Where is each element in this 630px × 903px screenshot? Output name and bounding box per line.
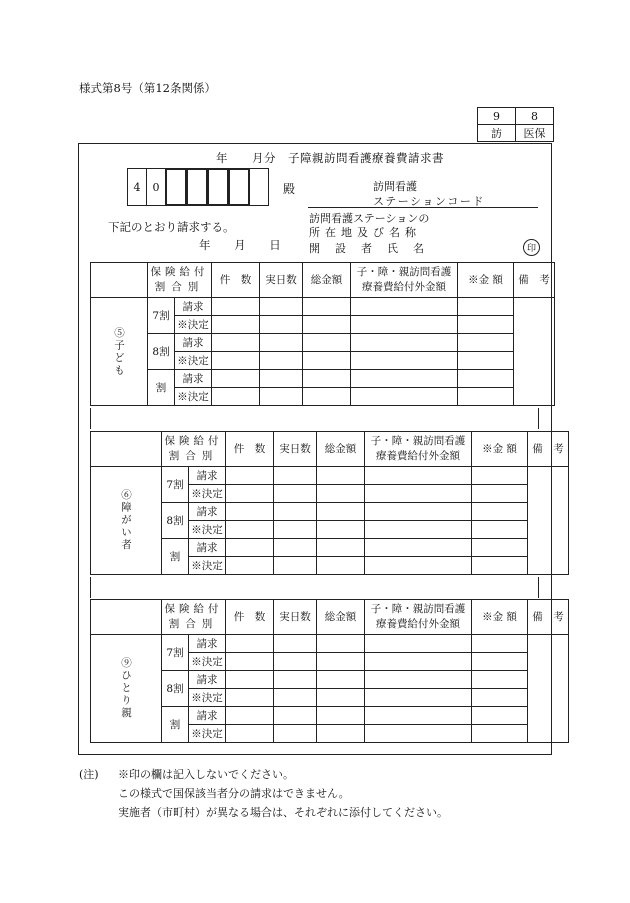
excluded-amount-cell[interactable] [365,521,472,539]
row-label-claim: 請求 [189,635,226,653]
row-label-decision: ※決定 [175,316,212,334]
header-sub-line2: 療養費給付外金額 [376,450,460,462]
header-amount: ※金 額 [472,432,528,467]
addressee-honorific: 殿 [283,182,296,196]
amount-cell[interactable] [472,635,528,653]
section-label: ⑥障がい者 [91,467,162,575]
count-cell[interactable] [212,316,260,334]
total-cell[interactable] [303,370,351,388]
row-label-claim: 請求 [189,503,226,521]
table-separator-1 [90,408,539,429]
total-cell[interactable] [317,725,365,743]
count-cell[interactable] [212,388,260,406]
notes-prefix: (注) [79,768,99,781]
header-remarks: 備 考 [528,600,569,635]
total-cell[interactable] [317,707,365,725]
header-amount: ※金 額 [472,600,528,635]
header-count: 件 数 [226,600,274,635]
header-sub-line1: 子・障・親訪問看護 [370,435,466,447]
total-cell[interactable] [317,467,365,485]
request-statement: 下記のとおり請求する。 [108,220,235,234]
amount-cell[interactable] [472,557,528,575]
header-sub-line2: 療養費給付外金額 [362,281,446,293]
row-label-claim: 請求 [175,334,212,352]
days-cell[interactable] [260,334,303,352]
count-cell[interactable] [226,653,274,671]
days-cell[interactable] [274,503,317,521]
table-row [91,334,555,352]
amount-cell[interactable] [472,503,528,521]
form-number-label: 様式第8号（第12条関係） [79,81,216,95]
amount-cell[interactable] [472,671,528,689]
header-blank [91,600,162,635]
count-cell[interactable] [226,485,274,503]
request-date: 年 月 日 [199,238,281,252]
header-days: 実日数 [274,432,317,467]
digit-box-4[interactable] [186,168,208,206]
rate-label: 7割 [162,467,189,503]
note-line-1: ※印の欄は記入しないでください。 [118,768,294,781]
header-excluded-amount [365,600,472,635]
code-box [477,107,554,142]
count-cell[interactable] [226,635,274,653]
days-cell[interactable] [260,370,303,388]
total-cell[interactable] [317,539,365,557]
days-cell[interactable] [274,689,317,707]
total-cell[interactable] [303,298,351,316]
excluded-amount-cell[interactable] [351,388,458,406]
code-bottom-1: 訪 [478,125,516,142]
header-kind [162,600,226,635]
table-row [91,298,555,316]
header-excluded-amount [365,432,472,467]
total-cell[interactable] [303,316,351,334]
claim-table-2 [90,431,569,575]
amount-cell[interactable] [458,334,514,352]
count-cell[interactable] [226,671,274,689]
table-row [91,467,569,485]
header-blank [91,263,148,298]
header-remarks: 備 考 [514,263,555,298]
notes [79,765,448,822]
form-title: 年 月分 子障親訪問看護療養費請求書 [216,151,444,165]
total-cell[interactable] [317,689,365,707]
section-label: ⑤子ども [91,298,148,406]
header-kind [162,432,226,467]
station-code-label-1: 訪問看護 [373,180,417,193]
rate-label: 7割 [148,298,175,334]
row-label-claim: 請求 [189,671,226,689]
insurer-number-boxes [128,168,269,206]
remarks-cell[interactable] [514,298,555,406]
row-label-decision: ※決定 [189,725,226,743]
header-excluded-amount [351,263,458,298]
table-row [91,671,569,689]
total-cell[interactable] [303,388,351,406]
count-cell[interactable] [212,334,260,352]
days-cell[interactable] [260,316,303,334]
days-cell[interactable] [274,653,317,671]
excluded-amount-cell[interactable] [365,653,472,671]
excluded-amount-cell[interactable] [365,539,472,557]
header-count: 件 数 [212,263,260,298]
header-kind-line1: 保険給付 [164,435,223,447]
amount-cell[interactable] [458,298,514,316]
header-remarks: 備 考 [528,432,569,467]
excluded-amount-cell[interactable] [351,352,458,370]
header-kind-line2: 割合別 [168,618,219,630]
days-cell[interactable] [260,388,303,406]
code-bottom-2: 医保 [516,125,554,142]
table-row [91,707,569,725]
excluded-amount-cell[interactable] [365,689,472,707]
header-kind-line2: 割合別 [168,450,219,462]
table-row [91,539,569,557]
rate-label: 割 [162,539,189,575]
seal-mark: 印 [523,239,540,256]
digit-box-6[interactable] [228,168,250,206]
section-label: ⑨ひとり親 [91,635,162,743]
excluded-amount-cell[interactable] [351,370,458,388]
count-cell[interactable] [226,707,274,725]
count-cell[interactable] [226,467,274,485]
header-kind-line1: 保険給付 [164,603,223,615]
digit-box-2[interactable]: 0 [146,168,166,206]
count-cell[interactable] [226,521,274,539]
header-kind-line1: 保険給付 [150,266,209,278]
digit-box-3[interactable] [165,168,187,206]
amount-cell[interactable] [472,467,528,485]
header-blank [91,432,162,467]
amount-cell[interactable] [472,485,528,503]
excluded-amount-cell[interactable] [365,635,472,653]
excluded-amount-cell[interactable] [351,334,458,352]
excluded-amount-cell[interactable] [365,725,472,743]
days-cell[interactable] [274,725,317,743]
table-separator-2 [90,577,539,598]
amount-cell[interactable] [472,653,528,671]
excluded-amount-cell[interactable] [365,467,472,485]
header-sub-line2: 療養費給付外金額 [376,618,460,630]
amount-cell[interactable] [472,707,528,725]
code-top-2: 8 [516,108,554,125]
total-cell[interactable] [317,557,365,575]
row-label-decision: ※決定 [189,689,226,707]
row-label-claim: 請求 [189,467,226,485]
header-kind [148,263,212,298]
rate-label: 8割 [162,503,189,539]
excluded-amount-cell[interactable] [365,485,472,503]
total-cell[interactable] [317,503,365,521]
digit-box-1[interactable]: 4 [127,168,147,206]
row-label-decision: ※決定 [189,521,226,539]
count-cell[interactable] [226,557,274,575]
days-cell[interactable] [260,298,303,316]
table-row [91,635,569,653]
days-cell[interactable] [274,557,317,575]
excluded-amount-cell[interactable] [365,503,472,521]
excluded-amount-cell[interactable] [365,707,472,725]
header-amount: ※金 額 [458,263,514,298]
station-address-label: 訪問看護ステーションの [309,212,430,225]
days-cell[interactable] [274,485,317,503]
amount-cell[interactable] [472,689,528,707]
header-sub-line1: 子・障・親訪問看護 [356,266,452,278]
amount-cell[interactable] [458,370,514,388]
total-cell[interactable] [317,635,365,653]
claim-table-3 [90,599,569,743]
count-cell[interactable] [226,689,274,707]
row-label-decision: ※決定 [189,653,226,671]
header-total: 総金額 [317,432,365,467]
rate-label: 7割 [162,635,189,671]
days-cell[interactable] [274,521,317,539]
days-cell[interactable] [274,467,317,485]
excluded-amount-cell[interactable] [365,557,472,575]
days-cell[interactable] [274,539,317,557]
count-cell[interactable] [212,370,260,388]
row-label-claim: 請求 [175,370,212,388]
digit-box-7[interactable] [249,168,269,206]
row-label-decision: ※決定 [175,388,212,406]
digit-box-5[interactable] [207,168,229,206]
days-cell[interactable] [274,635,317,653]
row-label-decision: ※決定 [175,352,212,370]
amount-cell[interactable] [472,725,528,743]
table-row [91,370,555,388]
header-total: 総金額 [317,600,365,635]
count-cell[interactable] [226,725,274,743]
total-cell[interactable] [317,671,365,689]
amount-cell[interactable] [458,316,514,334]
rate-label: 8割 [162,671,189,707]
amount-cell[interactable] [472,521,528,539]
code-top-1: 9 [478,108,516,125]
station-code-label-2: ステーションコード [373,195,485,208]
total-cell[interactable] [303,334,351,352]
claim-table-1 [90,262,555,406]
rate-label: 割 [148,370,175,406]
row-label-decision: ※決定 [189,485,226,503]
excluded-amount-cell[interactable] [351,298,458,316]
amount-cell[interactable] [458,352,514,370]
remarks-cell[interactable] [528,635,569,743]
row-label-decision: ※決定 [189,557,226,575]
row-label-claim: 請求 [189,539,226,557]
note-line-2: この様式で国保該当者分の請求はできません。 [118,787,350,800]
excluded-amount-cell[interactable] [365,671,472,689]
total-cell[interactable] [303,352,351,370]
row-label-claim: 請求 [189,707,226,725]
header-total: 総金額 [303,263,351,298]
count-cell[interactable] [212,298,260,316]
station-name-label: 所在地及び名称 [309,226,421,239]
days-cell[interactable] [274,707,317,725]
row-label-claim: 請求 [175,298,212,316]
total-cell[interactable] [317,485,365,503]
header-days: 実日数 [260,263,303,298]
founder-name-label: 開設者氏名 [309,242,439,255]
station-code-underline [308,207,538,208]
count-cell[interactable] [212,352,260,370]
days-cell[interactable] [274,671,317,689]
header-kind-line2: 割合別 [154,281,205,293]
table-row [91,503,569,521]
amount-cell[interactable] [458,388,514,406]
total-cell[interactable] [317,521,365,539]
header-count: 件 数 [226,432,274,467]
count-cell[interactable] [226,503,274,521]
rate-label: 8割 [148,334,175,370]
amount-cell[interactable] [472,539,528,557]
header-sub-line1: 子・障・親訪問看護 [370,603,466,615]
excluded-amount-cell[interactable] [351,316,458,334]
rate-label: 割 [162,707,189,743]
remarks-cell[interactable] [528,467,569,575]
total-cell[interactable] [317,653,365,671]
days-cell[interactable] [260,352,303,370]
count-cell[interactable] [226,539,274,557]
header-days: 実日数 [274,600,317,635]
note-line-3: 実施者（市町村）が異なる場合は、それぞれに添付してください。 [118,806,448,819]
